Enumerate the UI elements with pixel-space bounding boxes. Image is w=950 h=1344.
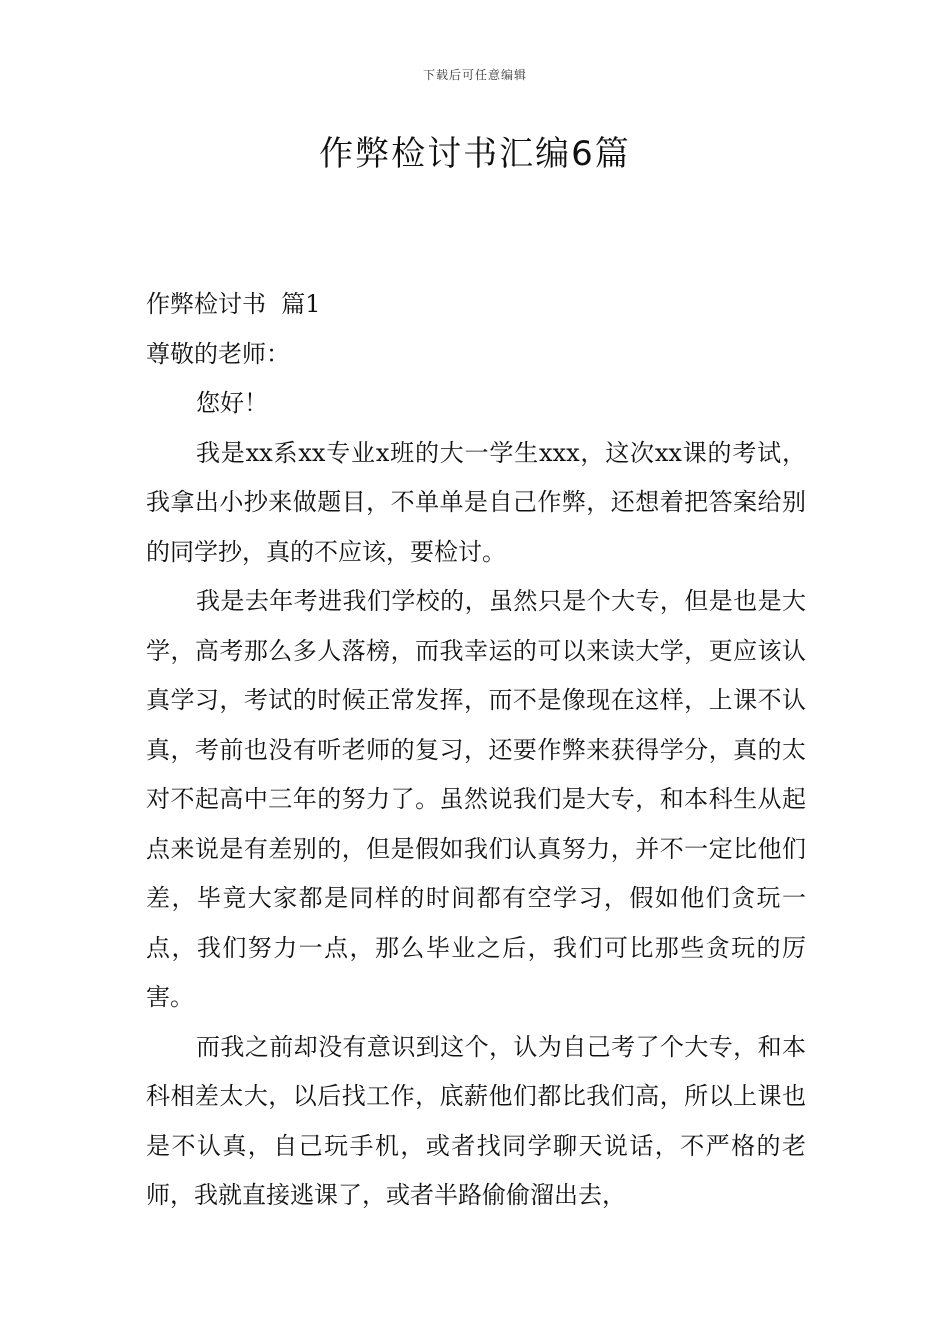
document-body xyxy=(146,280,806,1221)
paragraph: 我是xx系xx专业x班的大一学生xxx，这次xx课的考试，我拿出小抄来做题目，不单单是自己作弊，还想着把答案给别的同学抄，真的不应该，要检讨。 xyxy=(146,438,806,566)
paragraph: 而我之前却没有意识到这个，认为自己考了个大专，和本科相差太大，以后找工作，底薪他们都比我们高，所以上课也是不认真，自己玩手机，或者找同学聊天说话，不严格的老师，我就直接逃课了，或者半路偷偷溜出去， xyxy=(146,1032,806,1209)
document-title: 作弊检讨书汇编6篇 xyxy=(319,134,631,174)
greeting: 您好！ xyxy=(196,389,268,417)
salutation: 尊敬的老师： xyxy=(146,339,290,368)
section-heading: 作弊检讨书 篇1 xyxy=(146,290,321,318)
paragraph: 我是去年考进我们学校的，虽然只是个大专，但是也是大学，高考那么多人落榜，而我幸运的可以来读大学，更应该认真学习，考试的时候正常发挥，而不是像现在这样，上课不认真，考前也没有听老师的复习，还要作弊来获得学分，真的太对不起高中三年的努力了。虽然说我们是大专，和本科生从起点来说是有差别的，但是假如我们认真努力，并不一定比他们差，毕竟大家都是同样的时间都有空学习，假如他们贪玩一点，我们努力一点，那么毕业之后，我们可比那些贪玩的厉害。 xyxy=(146,587,806,1011)
page-header-note: 下载后可任意编辑 xyxy=(422,68,527,82)
